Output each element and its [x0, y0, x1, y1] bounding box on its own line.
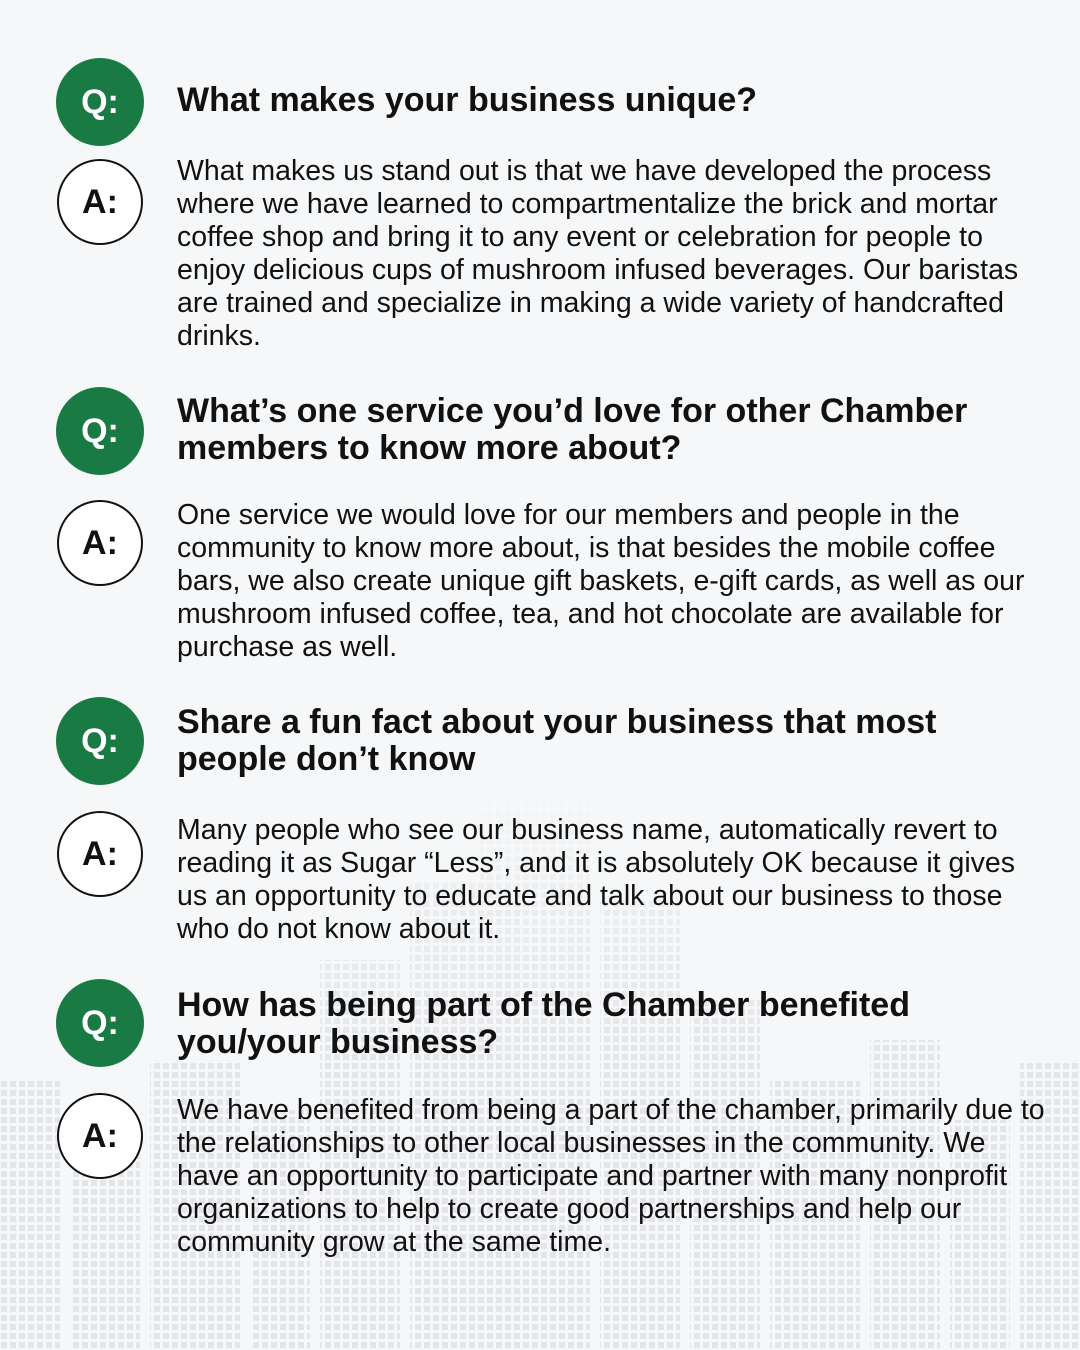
- question-badge: Q:: [56, 697, 144, 785]
- question-badge: Q:: [56, 979, 144, 1067]
- question-heading: What’s one service you’d love for other Chamber members to know more about?: [177, 392, 968, 467]
- question-heading: What makes your business unique?: [177, 81, 758, 119]
- answer-text: One service we would love for our members and people in the community to know more about, is that besides the mobile coffee bars, we also create unique gift baskets, e-gift cards, as well as our mushroom infused coffee, tea, and hot chocolate are available for purchase as well.: [177, 499, 1025, 663]
- question-badge: Q:: [56, 387, 144, 475]
- answer-badge: A:: [57, 811, 143, 897]
- answer-badge: A:: [57, 1093, 143, 1179]
- answer-badge: A:: [57, 159, 143, 245]
- question-badge: Q:: [56, 58, 144, 146]
- answer-text: Many people who see our business name, automatically revert to reading it as Sugar “Less”, and it is absolutely OK because it gives us an opportunity to educate and talk about our business to those who do not know about it.: [177, 814, 1016, 945]
- answer-text: We have benefited from being a part of the chamber, primarily due to the relationships to other local businesses in the community. We have an opportunity to participate and partner with many nonprofit organizations to help to create good partnerships and help our community grow at the same time.: [177, 1094, 1045, 1258]
- answer-badge: A:: [57, 500, 143, 586]
- question-heading: How has being part of the Chamber benefited you/your business?: [177, 986, 910, 1061]
- question-heading: Share a fun fact about your business that most people don’t know: [177, 703, 937, 778]
- answer-text: What makes us stand out is that we have developed the process where we have learned to compartmentalize the brick and mortar coffee shop and bring it to any event or celebration for people to enjoy delicious cups of mushroom infused beverages. Our baristas are trained and specialize in making a wide variety of handcrafted drinks.: [177, 155, 1019, 352]
